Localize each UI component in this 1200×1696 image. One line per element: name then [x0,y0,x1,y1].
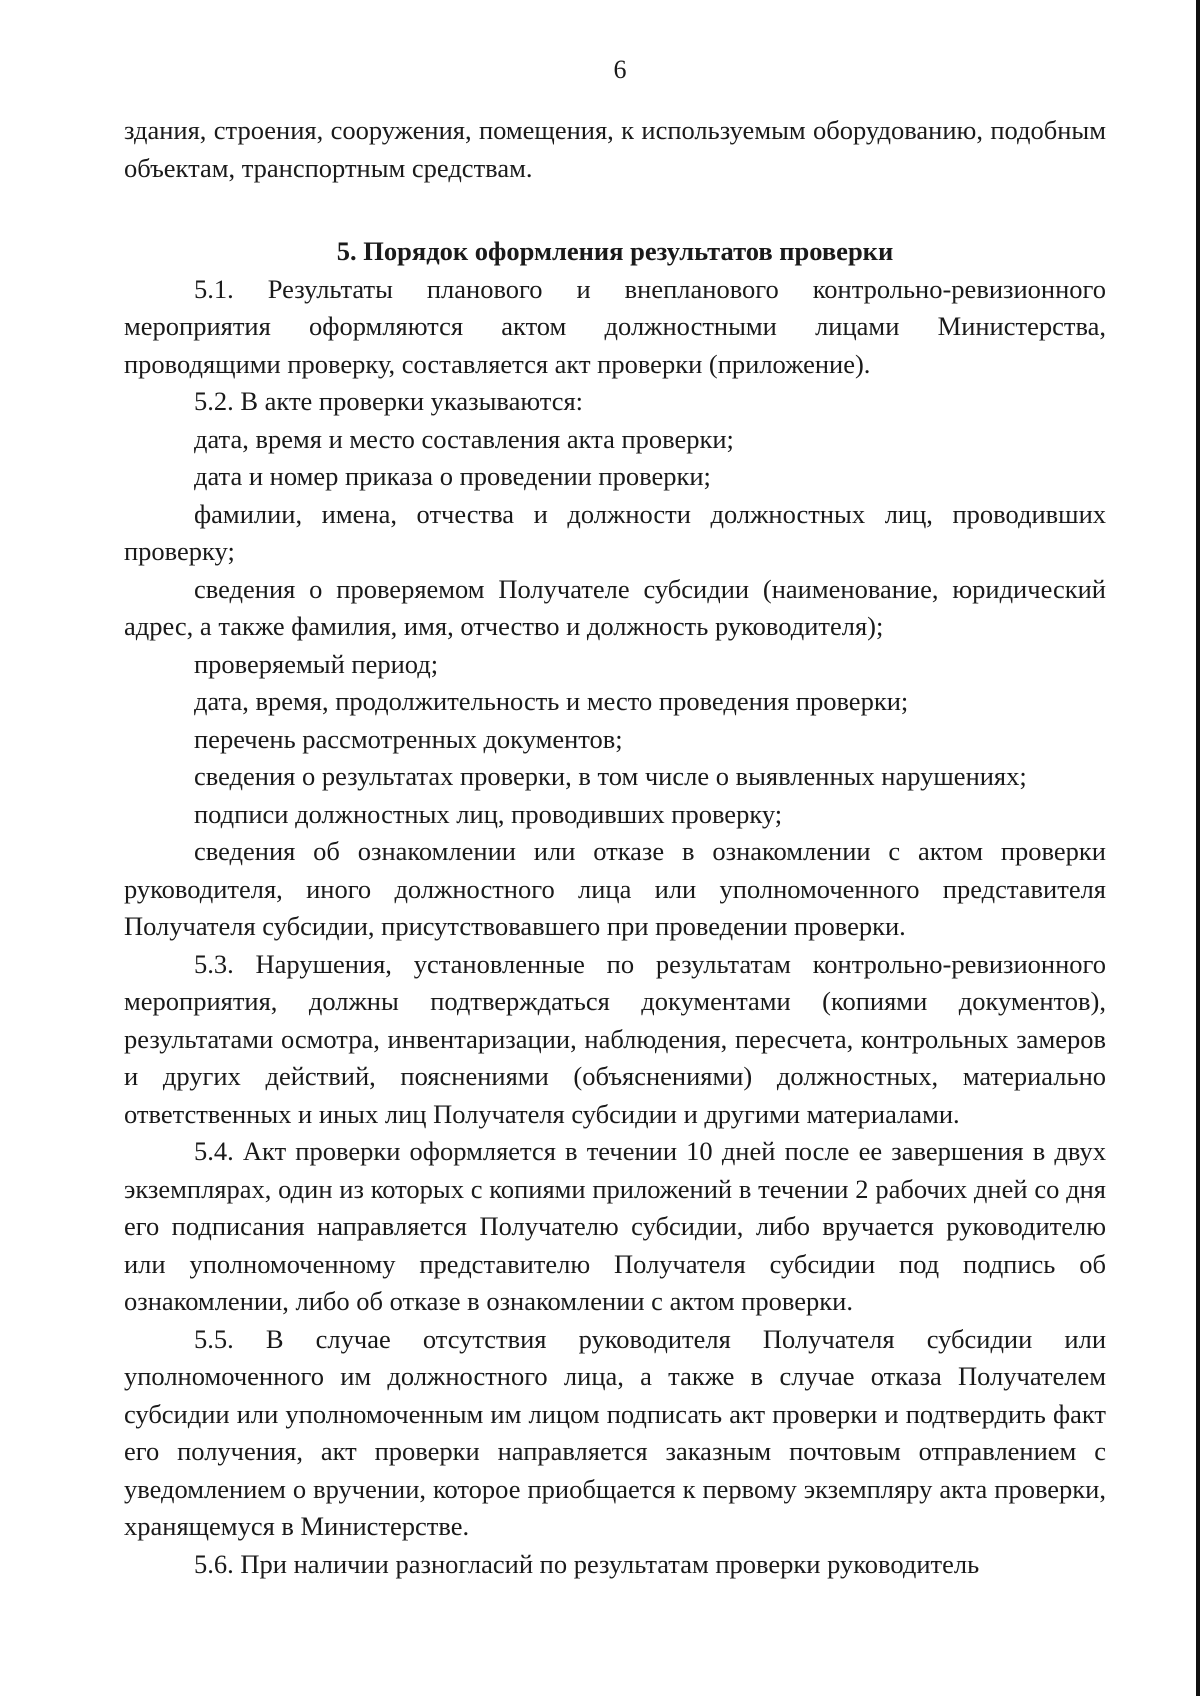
intro-paragraph: здания, строения, сооружения, помещения, к используемым оборудованию, подобным объектам, транспортным средствам. [124,115,1106,183]
page-number: 6 [613,55,627,84]
section-heading: 5. Порядок оформления результатов проверки [336,236,894,266]
list-item: перечень рассмотренных документов; [194,723,623,754]
document-body [124,112,1106,1583]
list-item: дата и номер приказа о проведении проверки; [194,461,711,491]
list-item: сведения об ознакомлении или отказе в ознакомлении с актом проверки руководителя, иного должностного лица или уполномоченного представителя Получателя субсидии, присутствовавшего при проведении проверки. [124,836,1106,941]
list-item: сведения о результатах проверки, в том числе о выявленных нарушениях; [194,761,1027,791]
paragraph-5-6: 5.6. При наличии разногласий по результатам проверки руководитель [194,1548,980,1579]
list-item: проверяемый период; [194,648,439,679]
paragraph-5-1: 5.1. Результаты планового и внепланового контрольно-ревизионного мероприятия оформляются актом должностными лицами Министерства, проводящими проверку, составляется акт проверки (приложение). [124,273,1106,379]
list-item: сведения о проверяемом Получателе субсидии (наименование, юридический адрес, а также фамилия, имя, отчество и должность руководителя); [124,573,1106,641]
list-item: дата, время, продолжительность и место проведения проверки; [194,686,909,716]
paragraph-5-3: 5.3. Нарушения, установленные по результатам контрольно-ревизионного мероприятия, должны подтверждаться документами (копиями документов), результатами осмотра, инвентаризации, наблюдения, пересчета, контрольных замеров и других действий, пояснениями (объяснениями) должностных, материально ответственных и иных лиц Получателя субсидии и другими материалами. [124,948,1106,1129]
paragraph-5-4: 5.4. Акт проверки оформляется в течении 10 дней после ее завершения в двух экземплярах, один из которых с копиями приложений в течении 2 рабочих дней со дня его подписания направляется Получателю субсидии, либо вручается руководителю или уполномоченному представителю Получателя субсидии под подпись об ознакомлении, либо об отказе в ознакомлении с актом проверки. [124,1136,1106,1316]
page-edge-shadow [1196,0,1200,1696]
paragraph-5-2: 5.2. В акте проверки указываются: [194,386,584,416]
list-item: дата, время и место составления акта проверки; [194,423,734,454]
list-item: фамилии, имена, отчества и должности должностных лиц, проводивших проверку; [124,498,1106,566]
list-item: подписи должностных лиц, проводивших проверку; [194,798,783,829]
paragraph-5-5: 5.5. В случае отсутствия руководителя Получателя субсидии или уполномоченного им должностного лица, а также в случае отказа Получателем субсидии или уполномоченным им лицом подписать акт проверки и подтвердить факт его получения, акт проверки направляется заказным почтовым отправлением с уведомлением о вручении, которое приобщается к первому экземпляру акта проверки, хранящемуся в Министерстве. [124,1323,1106,1541]
